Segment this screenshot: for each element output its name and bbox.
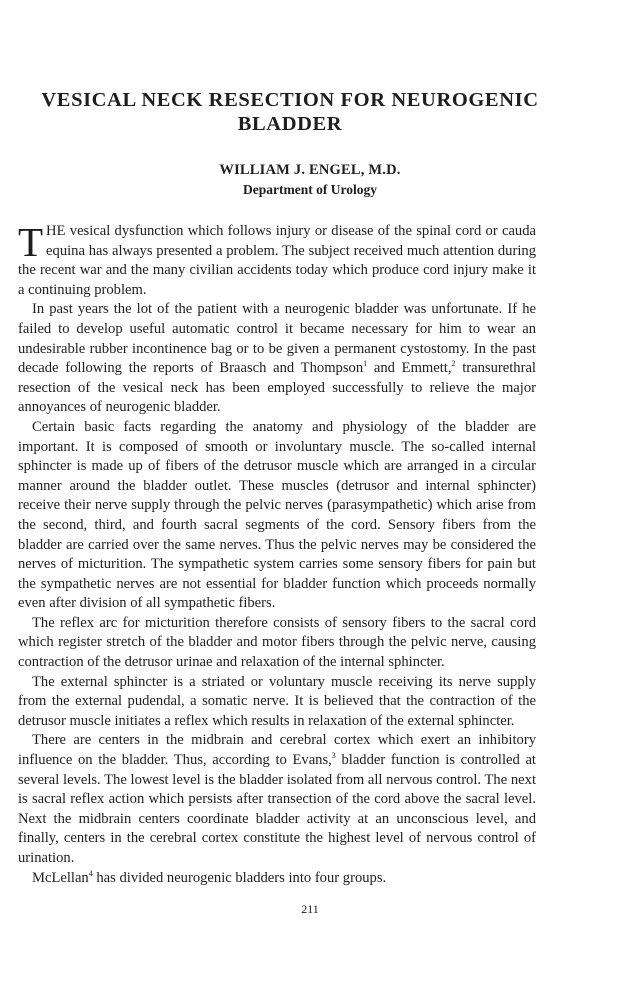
paragraph-text: The external sphincter is a striated or voluntary muscle receiving its nerve supply from the external pudendal, a somatic nerve. It is believed that the contraction of the detrusor muscle initiates a reflex which results in relaxation of the external sphincter. bbox=[18, 673, 536, 729]
paragraph-text: McLellan bbox=[32, 869, 89, 886]
paragraph-text: The reflex arc for micturition therefore consists of sensory fibers to the sacral cord which register stretch of the bladder and motor fibers through the pelvic nerve, causing contraction of the detrusor urinae and relaxation of the internal sphincter. bbox=[18, 614, 536, 671]
paragraph-text: and Emmett, bbox=[367, 360, 452, 377]
paragraph-4 bbox=[18, 614, 536, 673]
paragraph-6 bbox=[18, 731, 536, 868]
article-title-line-2: BLADDER bbox=[237, 113, 343, 135]
paragraph-text: bladder function is controlled at several levels. The lowest level is the bladder isolated from all nervous control. The next is sacral reflex action which persists after transection of the cord above the sacral level. Next the midbrain centers coordinate bladder activity at an unconscious level, and finally, centers in the cerebral cortex constitute the highest level of nervous control of urination. bbox=[18, 752, 536, 866]
article-title-line-1: VESICAL NECK RESECTION FOR NEUROGENIC bbox=[41, 89, 539, 111]
paragraph-2 bbox=[18, 300, 536, 418]
paragraph-text: In past years the lot of the patient with a neurogenic bladder was unfortunate. If he failed to develop useful automatic control it became necessary for him to wear an undesirable rubber incontinence bag or to be given a permanent cystostomy. In the past decade following the reports of Braasch and Thompson bbox=[18, 301, 536, 377]
paragraph-text: HE vesical dysfunction which follows injury or disease of the spinal cord or cauda equina has always presented a problem. The subject received much attention during the recent war and the many civilian accidents today which produce cord injury make it a continuing problem. bbox=[18, 223, 536, 298]
reference-marker: 1 bbox=[363, 359, 368, 369]
paragraph-5 bbox=[18, 673, 536, 732]
reference-marker: 4 bbox=[88, 868, 93, 878]
paragraph-1 bbox=[18, 219, 536, 300]
reference-marker: 3 bbox=[331, 751, 336, 761]
author-department: Department of Urology bbox=[243, 182, 377, 197]
paragraph-text: transurethral resection of the vesical neck has been employed successfully to relieve the major annoyances of neurogenic bladder. bbox=[18, 360, 536, 416]
paragraph-7 bbox=[18, 869, 536, 889]
paragraph-3 bbox=[18, 418, 536, 614]
reference-marker: 2 bbox=[451, 359, 456, 369]
page-number: 211 bbox=[301, 902, 319, 916]
drop-cap: T bbox=[18, 219, 44, 265]
author-name: WILLIAM J. ENGEL, M.D. bbox=[219, 162, 401, 178]
article-body bbox=[18, 219, 536, 888]
paragraph-text: Certain basic facts regarding the anatomy and physiology of the bladder are important. It is composed of smooth or involuntary muscle. The so-called internal sphincter is made up of fibers of the detrusor muscle which are arranged in a circular manner around the bladder outlet. These muscles (detrusor and internal sphincter) receive their nerve supply through the pelvic nerves (parasympathetic) which arise from the second, third, and fourth sacral segments of the cord. Sensory fibers from the bladder are carried over the same nerves. Thus the pelvic nerves may be considered the nerves of micturition. The sympathetic system carries some sensory fibers for pain but the sympathetic nerves are not essential for bladder function which proceeds normally even after division of all sympathetic fibers. bbox=[18, 418, 536, 612]
paragraph-text: There are centers in the midbrain and cerebral cortex which exert an inhibitory influence on the bladder. Thus, according to Evans, bbox=[18, 732, 536, 769]
paragraph-text: has divided neurogenic bladders into four groups. bbox=[92, 869, 387, 886]
